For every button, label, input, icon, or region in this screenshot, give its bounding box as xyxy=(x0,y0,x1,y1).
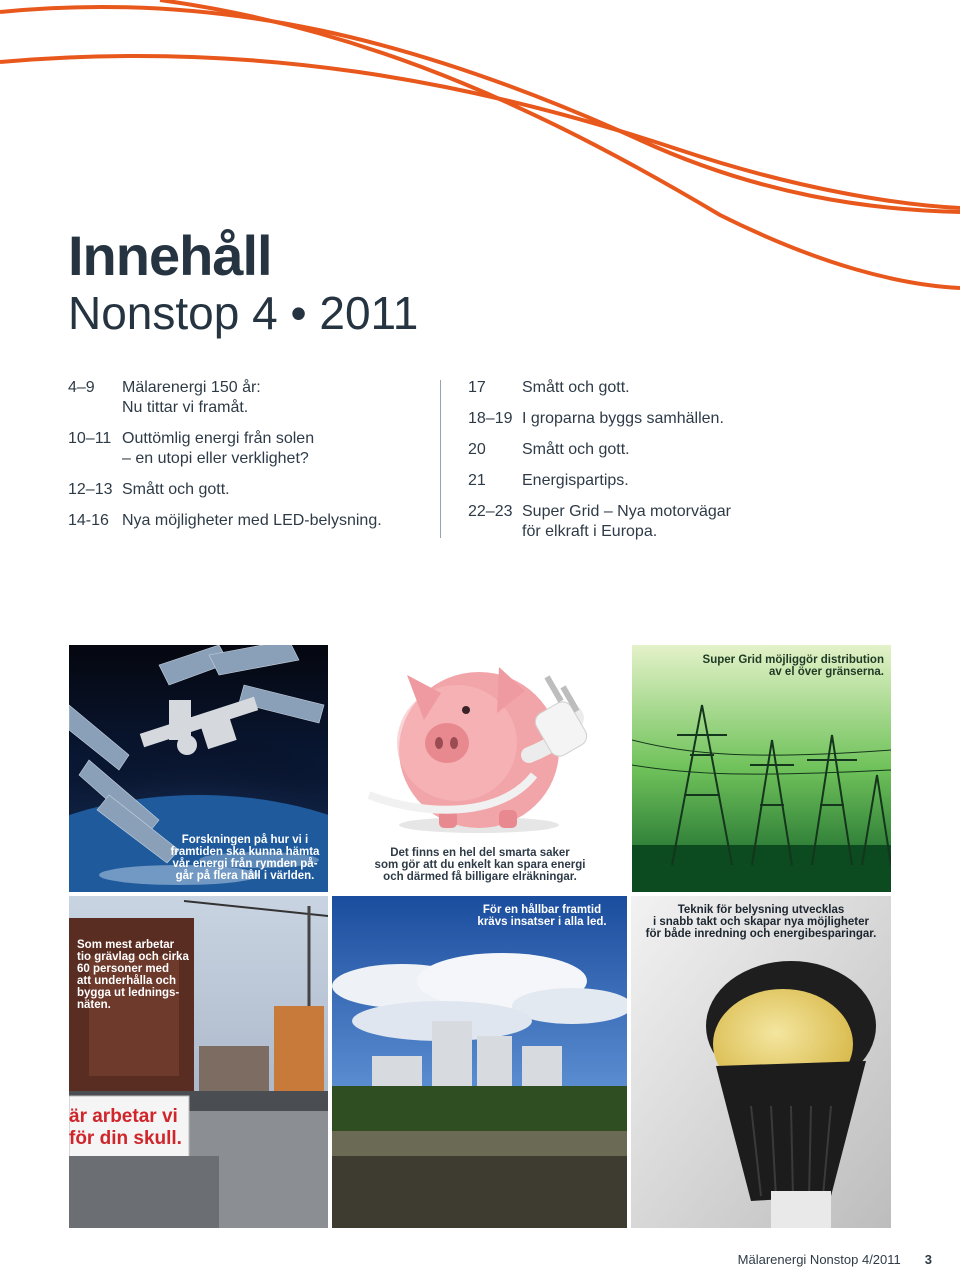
page-number: 3 xyxy=(924,1252,932,1267)
toc-title-line: Smått och gott. xyxy=(122,481,230,498)
toc-entry[interactable] xyxy=(468,502,908,542)
toc-page-number: 20 xyxy=(468,441,486,458)
toc-title-line: Super Grid – Nya motorvägar xyxy=(522,503,731,520)
sign-line: för din skull. xyxy=(69,1128,182,1149)
toc-page-number: 17 xyxy=(468,379,486,396)
page-title: Innehåll xyxy=(68,224,272,287)
toc-title-line: Energispartips. xyxy=(522,472,629,489)
toc-page-number: 22–23 xyxy=(468,503,513,520)
toc-entry[interactable] xyxy=(468,378,908,398)
toc-entry[interactable] xyxy=(468,409,908,429)
sign-line: är arbetar vi xyxy=(69,1106,178,1127)
space-photo-caption: Forskningen på hur vi i framtiden ska kunna hämta vår energi från rymden på- går på flera håll i världen. xyxy=(170,834,320,882)
power-pylons-photo xyxy=(632,645,891,892)
toc-entry[interactable] xyxy=(68,480,408,500)
toc-entry[interactable] xyxy=(68,378,408,418)
construction-site-photo xyxy=(69,896,328,1228)
toc-page-number: 21 xyxy=(468,472,486,489)
toc-title-line: I groparna byggs samhällen. xyxy=(522,410,724,427)
city-skyline-photo xyxy=(332,896,627,1228)
space-station-photo xyxy=(69,645,328,892)
toc-entry[interactable] xyxy=(68,511,408,531)
publication-name: Mälarenergi Nonstop 4/2011 xyxy=(737,1252,901,1267)
toc-title-line: Nya möjligheter med LED-belysning. xyxy=(122,512,382,529)
piggy-bank-photo xyxy=(329,645,631,892)
toc-title-line: Mälarenergi 150 år: xyxy=(122,379,261,396)
toc-page-number: 18–19 xyxy=(468,410,513,427)
toc-entry[interactable] xyxy=(468,440,908,460)
toc-page-number: 12–13 xyxy=(68,481,113,498)
toc-title-line: Nu tittar vi framåt. xyxy=(122,399,249,416)
toc-title-line: Smått och gott. xyxy=(522,379,630,396)
toc-title-line: Outtömlig energi från solen xyxy=(122,430,315,447)
toc-entry[interactable] xyxy=(468,471,908,491)
toc-page-number: 10–11 xyxy=(68,430,112,447)
led-lamp-photo xyxy=(631,896,891,1228)
pylons-photo-caption: Super Grid möjliggör distribution av el över gränserna. xyxy=(702,654,884,678)
city-photo-caption: För en hållbar framtid krävs insatser i alla led. xyxy=(477,904,607,928)
toc-page-number: 14-16 xyxy=(68,512,109,529)
toc-column-divider xyxy=(440,380,441,538)
page-footer xyxy=(738,1252,932,1267)
toc-title-line: – en utopi eller verklighet? xyxy=(122,450,309,467)
piggy-photo-caption: Det finns en hel del smarta saker som gör att du enkelt kan spara energi och därmed få billigare elräkningar. xyxy=(374,847,586,883)
issue-subtitle: Nonstop 4 • 2011 xyxy=(68,287,419,339)
toc-entry[interactable] xyxy=(68,429,408,469)
toc-title-line: för elkraft i Europa. xyxy=(522,523,658,540)
toc-title-line: Smått och gott. xyxy=(522,441,630,458)
work-sign xyxy=(69,1106,189,1150)
toc-left-column xyxy=(68,378,408,542)
construction-photo-caption: Som mest arbetar tio grävlag och cirka 60 personer med att underhålla och bygga ut lednings- näten. xyxy=(77,939,189,1011)
led-photo-caption: Teknik för belysning utvecklas i snabb takt och skapar nya möjligheter för både inredning och energibesparingar. xyxy=(645,904,877,940)
toc-page-number: 4–9 xyxy=(68,379,95,396)
toc-right-column xyxy=(468,378,908,553)
